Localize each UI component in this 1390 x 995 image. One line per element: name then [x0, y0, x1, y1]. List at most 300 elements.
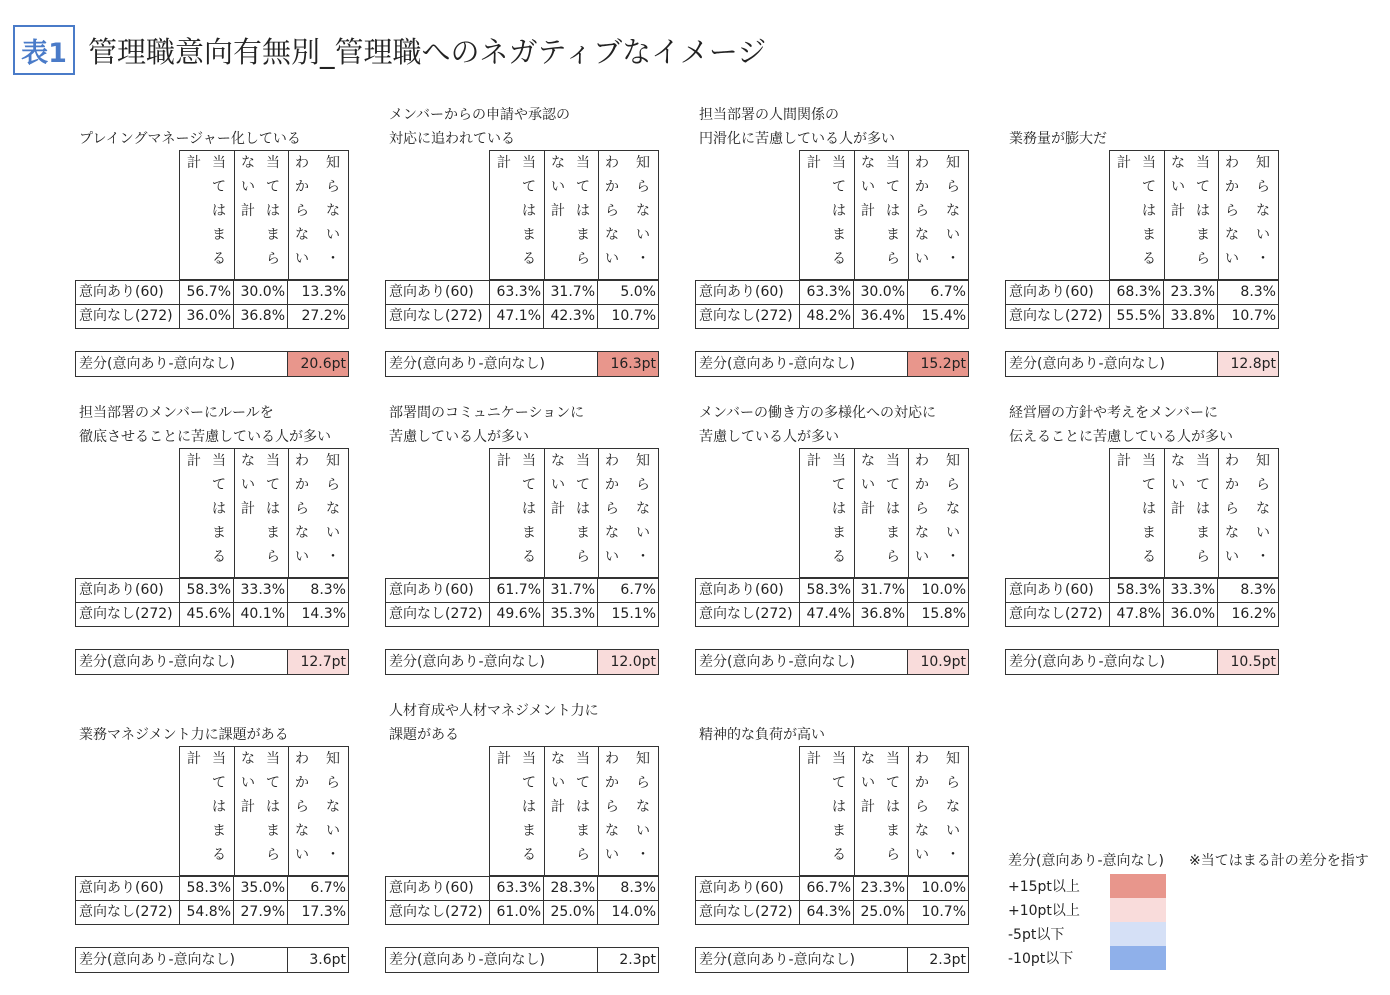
header-char: ま	[886, 823, 900, 839]
header-col-1	[490, 151, 545, 279]
header-char: い	[295, 847, 309, 863]
header-char: ら	[1256, 477, 1270, 493]
header-col-3	[1218, 449, 1278, 577]
header-char: ら	[946, 477, 960, 493]
header-text-right	[261, 151, 285, 271]
table-row	[696, 602, 968, 626]
column-header	[799, 150, 969, 280]
diff-label: 差分(意向あり-意向なし)	[76, 352, 288, 376]
header-char: て	[886, 179, 900, 195]
cell-value: 49.6%	[490, 603, 544, 626]
header-char: ら	[605, 203, 619, 219]
header-text-right	[321, 747, 345, 867]
table-row	[386, 304, 658, 328]
cell-value: 48.2%	[800, 305, 854, 328]
cell-value: 16.2%	[1231, 606, 1276, 622]
header-text-right	[827, 747, 851, 867]
header-char: 当	[266, 751, 280, 767]
header-char: な	[551, 453, 565, 469]
header-char: な	[326, 203, 340, 219]
header-char: い	[946, 227, 960, 243]
column-header	[489, 746, 659, 876]
cell-value: 6.7%	[310, 880, 346, 896]
row-label: 意向あり(60)	[696, 579, 800, 602]
header-text-right	[1251, 449, 1275, 569]
header-char: ら	[266, 549, 280, 565]
header-char: ら	[946, 775, 960, 791]
header-char: か	[605, 477, 619, 493]
header-char: は	[1196, 501, 1210, 517]
header-text-left	[182, 449, 206, 473]
legend-label: +10pt以上	[1008, 903, 1080, 919]
header-col-2	[544, 151, 599, 279]
header-char: い	[1256, 227, 1270, 243]
header-char: か	[295, 775, 309, 791]
header-char: は	[266, 203, 280, 219]
row-label: 意向なし(272)	[76, 305, 180, 328]
header-text-left	[290, 747, 314, 867]
row-label: 意向なし(272)	[1006, 305, 1110, 328]
header-col-1	[800, 151, 855, 279]
header-char: て	[886, 477, 900, 493]
header-char: い	[295, 549, 309, 565]
header-char: る	[1142, 251, 1156, 267]
column-header	[799, 448, 969, 578]
question-line-1: 経営層の方針や考えをメンバーに	[1009, 405, 1219, 421]
data-table	[385, 280, 659, 329]
header-text-right	[631, 151, 655, 271]
header-char: は	[832, 501, 846, 517]
cell-value: 10.7%	[921, 904, 966, 920]
diff-label: 差分(意向あり-意向なし)	[386, 650, 598, 674]
row-label: 意向なし(272)	[1006, 603, 1110, 626]
cell-value: 14.0%	[611, 904, 656, 920]
header-text-left	[802, 747, 826, 771]
header-col-1	[490, 449, 545, 577]
diff-row	[385, 649, 659, 675]
header-col-2	[234, 747, 289, 875]
header-text-right	[631, 449, 655, 569]
header-char: ・	[636, 251, 650, 267]
cell-value: 40.1%	[234, 603, 288, 626]
cell-value: 54.8%	[180, 901, 234, 924]
header-text-right	[571, 151, 595, 271]
header-char: か	[295, 477, 309, 493]
header-char: ま	[212, 227, 226, 243]
header-char: い	[861, 179, 875, 195]
header-char: い	[605, 251, 619, 267]
header-text-right	[207, 151, 231, 271]
header-char: ま	[212, 823, 226, 839]
header-char: ま	[832, 823, 846, 839]
cell-value: 35.3%	[544, 603, 598, 626]
header-text-right	[571, 747, 595, 867]
header-char: い	[241, 477, 255, 493]
header-char: わ	[915, 453, 929, 469]
header-char: は	[212, 501, 226, 517]
cell-value: 5.0%	[620, 284, 656, 300]
header-text-left	[492, 747, 516, 771]
header-char: か	[915, 477, 929, 493]
header-char: 計	[861, 203, 875, 219]
header-text-right	[827, 449, 851, 569]
header-char: な	[636, 203, 650, 219]
question-line-2: 精神的な負荷が高い	[699, 727, 825, 743]
header-char: ま	[576, 525, 590, 541]
header-col-1	[800, 449, 855, 577]
header-text-left	[1220, 151, 1244, 271]
table-row	[386, 602, 658, 626]
column-header	[1109, 448, 1279, 578]
diff-value: 2.3pt	[619, 952, 656, 968]
question-line-2: 伝えることに苦慮している人が多い	[1009, 429, 1233, 445]
diff-value: 10.9pt	[908, 650, 968, 674]
header-text-left	[600, 151, 624, 271]
header-char: 計	[187, 155, 201, 171]
header-text-left	[600, 747, 624, 867]
header-text-left	[236, 747, 260, 819]
legend-swatch	[1110, 874, 1166, 898]
header-char: は	[1196, 203, 1210, 219]
header-text-left	[1166, 151, 1190, 223]
header-char: 当	[832, 155, 846, 171]
header-char: 当	[1196, 155, 1210, 171]
header-char: い	[551, 775, 565, 791]
header-text-right	[631, 747, 655, 867]
header-char: る	[1142, 549, 1156, 565]
header-char: な	[636, 799, 650, 815]
header-text-right	[261, 449, 285, 569]
header-char: ら	[1256, 179, 1270, 195]
question-block	[1005, 401, 1279, 681]
cell-value: 8.3%	[310, 582, 346, 598]
row-label: 意向なし(272)	[696, 901, 800, 924]
header-char: る	[212, 847, 226, 863]
cell-value: 31.7%	[544, 281, 598, 304]
header-text-right	[941, 449, 965, 569]
header-text-left	[856, 449, 880, 521]
cell-value: 36.8%	[234, 305, 288, 328]
diff-value: 15.2pt	[908, 352, 968, 376]
question-block	[75, 699, 349, 979]
header-char: わ	[1225, 453, 1239, 469]
page-title: 管理職意向有無別_管理職へのネガティブなイメージ	[88, 35, 767, 69]
data-table	[695, 578, 969, 627]
diff-label: 差分(意向あり-意向なし)	[76, 650, 288, 674]
header-char: い	[551, 477, 565, 493]
column-header	[489, 150, 659, 280]
cell-value: 56.7%	[180, 281, 234, 304]
header-char: は	[522, 799, 536, 815]
header-char: 当	[576, 751, 590, 767]
header-char: 計	[241, 799, 255, 815]
header-char: 当	[1142, 155, 1156, 171]
cell-value: 63.3%	[800, 281, 854, 304]
header-char: る	[212, 549, 226, 565]
header-char: ら	[576, 847, 590, 863]
header-char: ら	[1225, 203, 1239, 219]
header-char: ら	[576, 549, 590, 565]
header-text-right	[517, 449, 541, 569]
row-label: 意向あり(60)	[76, 281, 180, 304]
header-char: て	[1196, 477, 1210, 493]
header-char: わ	[295, 155, 309, 171]
cell-value: 27.2%	[301, 308, 346, 324]
header-char: る	[832, 847, 846, 863]
header-char: 知	[326, 453, 340, 469]
table-row	[696, 578, 968, 602]
question-block	[75, 401, 349, 681]
header-char: て	[886, 775, 900, 791]
diff-row	[695, 351, 969, 377]
header-char: 知	[636, 155, 650, 171]
header-char: わ	[1225, 155, 1239, 171]
header-text-left	[492, 449, 516, 473]
table-row	[76, 876, 348, 900]
header-char: ま	[1142, 525, 1156, 541]
header-char: る	[522, 549, 536, 565]
cell-value: 61.0%	[490, 901, 544, 924]
header-char: て	[266, 775, 280, 791]
cell-value: 58.3%	[180, 579, 234, 602]
header-char: ま	[576, 227, 590, 243]
header-char: な	[915, 227, 929, 243]
header-char: ら	[326, 179, 340, 195]
header-char: 当	[886, 155, 900, 171]
row-label: 意向あり(60)	[76, 579, 180, 602]
header-char: て	[1196, 179, 1210, 195]
header-char: ら	[295, 203, 309, 219]
header-char: か	[1225, 179, 1239, 195]
legend-swatch	[1110, 946, 1166, 970]
header-char: ・	[326, 251, 340, 267]
header-text-left	[236, 151, 260, 223]
cell-value: 31.7%	[544, 579, 598, 602]
cell-value: 25.0%	[544, 901, 598, 924]
header-char: 計	[1117, 453, 1131, 469]
header-char: な	[946, 203, 960, 219]
data-table	[1005, 280, 1279, 329]
header-char: ら	[605, 799, 619, 815]
header-char: ら	[295, 799, 309, 815]
diff-value: 12.7pt	[288, 650, 348, 674]
header-col-2	[1164, 151, 1219, 279]
header-char: は	[886, 203, 900, 219]
header-char: 計	[1171, 203, 1185, 219]
cell-value: 8.3%	[620, 880, 656, 896]
legend-item	[1008, 898, 1178, 922]
header-char: ・	[1256, 549, 1270, 565]
header-text-right	[827, 151, 851, 271]
cell-value: 55.5%	[1110, 305, 1164, 328]
header-char: て	[212, 179, 226, 195]
header-char: ま	[522, 227, 536, 243]
table-row	[696, 876, 968, 900]
header-char: 当	[832, 453, 846, 469]
cell-value: 36.0%	[1164, 603, 1218, 626]
header-char: 計	[551, 501, 565, 517]
header-char: 知	[636, 751, 650, 767]
row-label: 意向なし(272)	[386, 305, 490, 328]
cell-value: 47.8%	[1110, 603, 1164, 626]
header-char: な	[1256, 501, 1270, 517]
header-char: て	[212, 477, 226, 493]
header-char: 計	[497, 751, 511, 767]
question-line-2: 対応に追われている	[389, 131, 515, 147]
header-col-1	[490, 747, 545, 875]
diff-label: 差分(意向あり-意向なし)	[696, 650, 908, 674]
header-char: 知	[946, 155, 960, 171]
row-label: 意向あり(60)	[76, 877, 180, 900]
header-char: か	[605, 179, 619, 195]
cell-value: 28.3%	[544, 877, 598, 900]
header-char: な	[1256, 203, 1270, 219]
header-text-left	[1220, 449, 1244, 569]
cell-value: 66.7%	[800, 877, 854, 900]
header-char: ら	[605, 501, 619, 517]
header-char: な	[861, 751, 875, 767]
header-char: な	[946, 799, 960, 815]
header-text-left	[802, 449, 826, 473]
header-char: は	[832, 203, 846, 219]
header-char: 当	[522, 751, 536, 767]
column-header	[1109, 150, 1279, 280]
header-char: い	[1225, 549, 1239, 565]
cell-value: 64.3%	[800, 901, 854, 924]
table-row	[76, 900, 348, 924]
header-char: 当	[576, 155, 590, 171]
legend-title: 差分(意向あり-意向なし)	[1008, 853, 1164, 869]
cell-value: 15.4%	[921, 308, 966, 324]
cell-value: 15.8%	[921, 606, 966, 622]
header-char: な	[551, 155, 565, 171]
cell-value: 68.3%	[1110, 281, 1164, 304]
header-char: ま	[266, 823, 280, 839]
header-char: は	[832, 799, 846, 815]
cell-value: 8.3%	[1240, 582, 1276, 598]
header-char: な	[1225, 227, 1239, 243]
header-char: わ	[605, 453, 619, 469]
cell-value: 10.0%	[921, 880, 966, 896]
header-char: 計	[187, 751, 201, 767]
header-char: は	[576, 203, 590, 219]
header-char: ・	[326, 549, 340, 565]
header-char: ま	[1142, 227, 1156, 243]
header-char: な	[326, 501, 340, 517]
header-text-right	[207, 449, 231, 569]
header-text-left	[492, 151, 516, 175]
header-char: 当	[576, 453, 590, 469]
cell-value: 15.1%	[611, 606, 656, 622]
header-char: ま	[886, 227, 900, 243]
header-char: は	[266, 501, 280, 517]
header-char: 計	[1117, 155, 1131, 171]
question-block	[385, 401, 659, 681]
header-char: は	[212, 203, 226, 219]
legend-item	[1008, 946, 1178, 970]
row-label: 意向なし(272)	[696, 603, 800, 626]
table-badge: 表1	[13, 25, 75, 75]
cell-value: 36.8%	[854, 603, 908, 626]
header-char: 計	[497, 155, 511, 171]
header-char: な	[605, 525, 619, 541]
header-char: は	[266, 799, 280, 815]
table-row	[1006, 602, 1278, 626]
row-label: 意向なし(272)	[696, 305, 800, 328]
header-char: る	[832, 251, 846, 267]
header-char: か	[1225, 477, 1239, 493]
cell-value: 25.0%	[854, 901, 908, 924]
header-char: ・	[326, 847, 340, 863]
cell-value: 58.3%	[800, 579, 854, 602]
header-char: ま	[266, 525, 280, 541]
legend-item	[1008, 874, 1178, 898]
legend-swatch	[1110, 922, 1166, 946]
header-char: ら	[636, 477, 650, 493]
header-char: ら	[1196, 549, 1210, 565]
table-row	[696, 900, 968, 924]
header-char: 当	[1142, 453, 1156, 469]
header-char: て	[212, 775, 226, 791]
question-line-1: 人材育成や人材マネジメント力に	[389, 703, 599, 719]
table-row	[76, 578, 348, 602]
header-char: い	[241, 775, 255, 791]
diff-row	[1005, 649, 1279, 675]
header-char: わ	[605, 155, 619, 171]
question-line-2: 苦慮している人が多い	[699, 429, 839, 445]
header-char: い	[915, 847, 929, 863]
header-char: ま	[1196, 227, 1210, 243]
header-char: い	[1171, 477, 1185, 493]
header-char: 当	[522, 155, 536, 171]
question-line-2: 徹底させることに苦慮している人が多い	[79, 429, 331, 445]
header-char: ま	[522, 525, 536, 541]
header-char: な	[295, 525, 309, 541]
header-char: ・	[636, 549, 650, 565]
header-char: ら	[915, 501, 929, 517]
cell-value: 36.4%	[854, 305, 908, 328]
table-row	[76, 602, 348, 626]
header-char: 当	[886, 453, 900, 469]
header-char: な	[605, 227, 619, 243]
header-text-left	[1112, 151, 1136, 175]
table-row	[696, 280, 968, 304]
header-text-right	[207, 747, 231, 867]
header-col-2	[854, 747, 909, 875]
header-char: な	[326, 799, 340, 815]
header-char: ら	[886, 251, 900, 267]
header-char: ・	[946, 251, 960, 267]
header-char: い	[326, 525, 340, 541]
cell-value: 27.9%	[234, 901, 288, 924]
header-char: 計	[807, 751, 821, 767]
data-table	[695, 280, 969, 329]
header-col-2	[234, 151, 289, 279]
table-row	[1006, 280, 1278, 304]
header-char: て	[576, 775, 590, 791]
header-char: い	[1225, 251, 1239, 267]
question-line-2: 業務量が膨大だ	[1009, 131, 1107, 147]
header-char: わ	[605, 751, 619, 767]
header-text-right	[1137, 151, 1161, 271]
header-col-2	[544, 747, 599, 875]
cell-value: 45.6%	[180, 603, 234, 626]
diff-value: 2.3pt	[929, 952, 966, 968]
header-char: 当	[886, 751, 900, 767]
table-row	[386, 900, 658, 924]
row-label: 意向あり(60)	[386, 877, 490, 900]
column-header	[179, 150, 349, 280]
